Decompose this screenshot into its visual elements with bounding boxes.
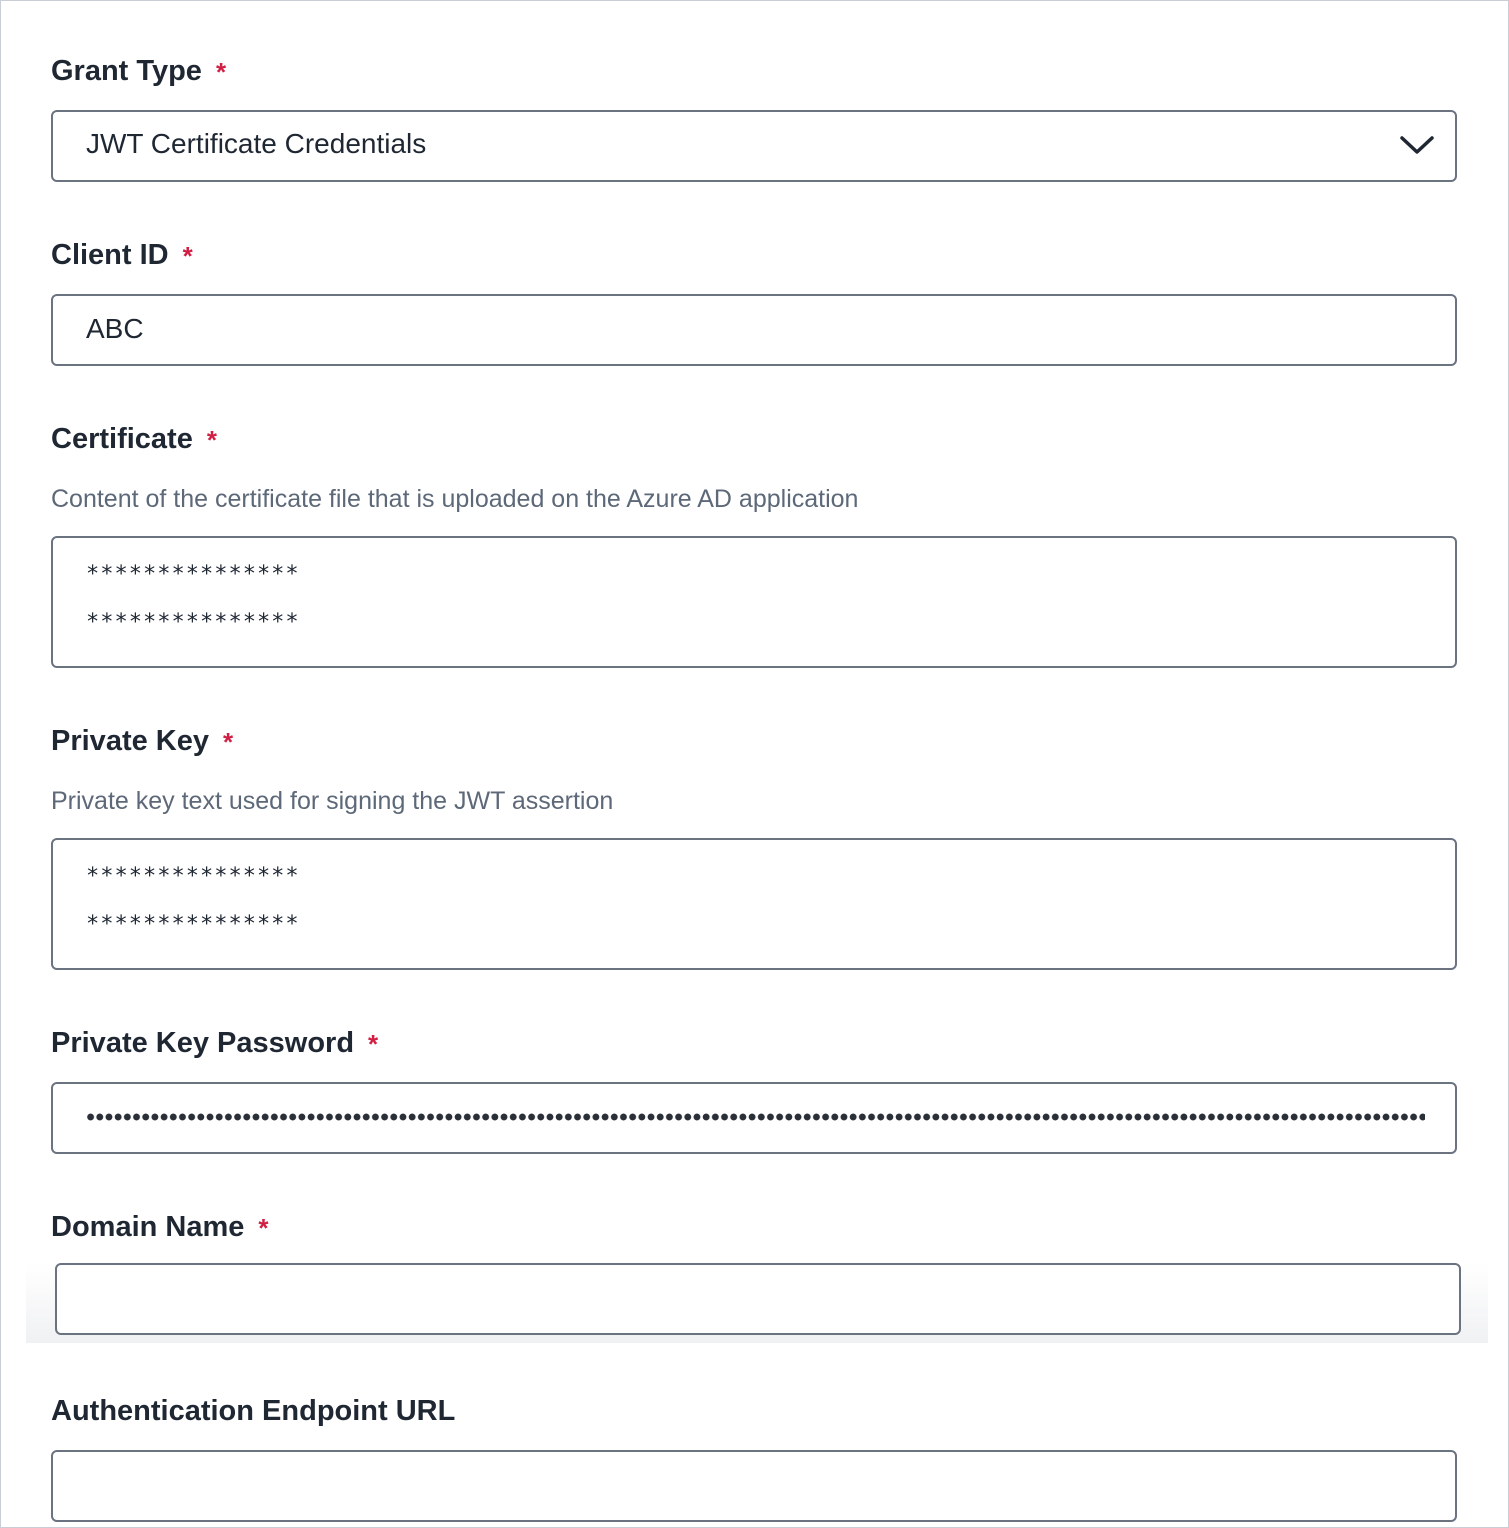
required-asterisk: * [215, 56, 227, 87]
private-key-password-label [51, 1025, 378, 1061]
domain-name-label-text: Domain Name [51, 1210, 245, 1243]
certificate-help-text: Content of the certificate file that is uploaded on the Azure AD application [51, 485, 859, 513]
required-asterisk: * [368, 1028, 379, 1059]
auth-endpoint-url-label [51, 1393, 455, 1429]
required-asterisk: * [182, 240, 193, 271]
private-key-password-input[interactable] [51, 1082, 1457, 1154]
masked-password-dots [86, 1111, 1425, 1123]
auth-endpoint-url-input[interactable] [51, 1450, 1457, 1522]
client-id-label [51, 237, 193, 273]
private-key-label-text: Private Key [51, 724, 209, 757]
certificate-label-text: Certificate [51, 422, 193, 455]
chevron-down-icon[interactable] [1397, 130, 1437, 160]
private-key-help-text: Private key text used for signing the JWT assertion [51, 787, 614, 815]
required-asterisk: * [258, 1212, 269, 1243]
required-asterisk: * [206, 424, 217, 455]
private-key-line-2: *************** [86, 912, 300, 937]
grant-type-label-text: Grant Type [51, 54, 202, 87]
certificate-line-2: *************** [86, 610, 300, 635]
domain-name-label [51, 1209, 269, 1245]
client-id-label-text: Client ID [51, 238, 169, 271]
client-id-value: ABC [86, 313, 144, 344]
grant-type-label [51, 53, 226, 89]
certificate-label [51, 421, 217, 457]
client-id-input[interactable] [51, 294, 1457, 366]
grant-type-selected-value: JWT Certificate Credentials [86, 128, 427, 159]
certificate-line-1: *************** [86, 562, 300, 587]
certificate-textarea[interactable] [51, 536, 1457, 668]
private-key-password-label-text: Private Key Password [51, 1026, 355, 1059]
private-key-textarea[interactable] [51, 838, 1457, 970]
required-asterisk: * [223, 726, 234, 757]
private-key-label [51, 723, 233, 759]
auth-endpoint-url-label-text: Authentication Endpoint URL [51, 1394, 456, 1427]
domain-name-input[interactable] [55, 1263, 1461, 1335]
grant-type-select[interactable] [51, 110, 1457, 182]
private-key-line-1: *************** [86, 864, 300, 889]
